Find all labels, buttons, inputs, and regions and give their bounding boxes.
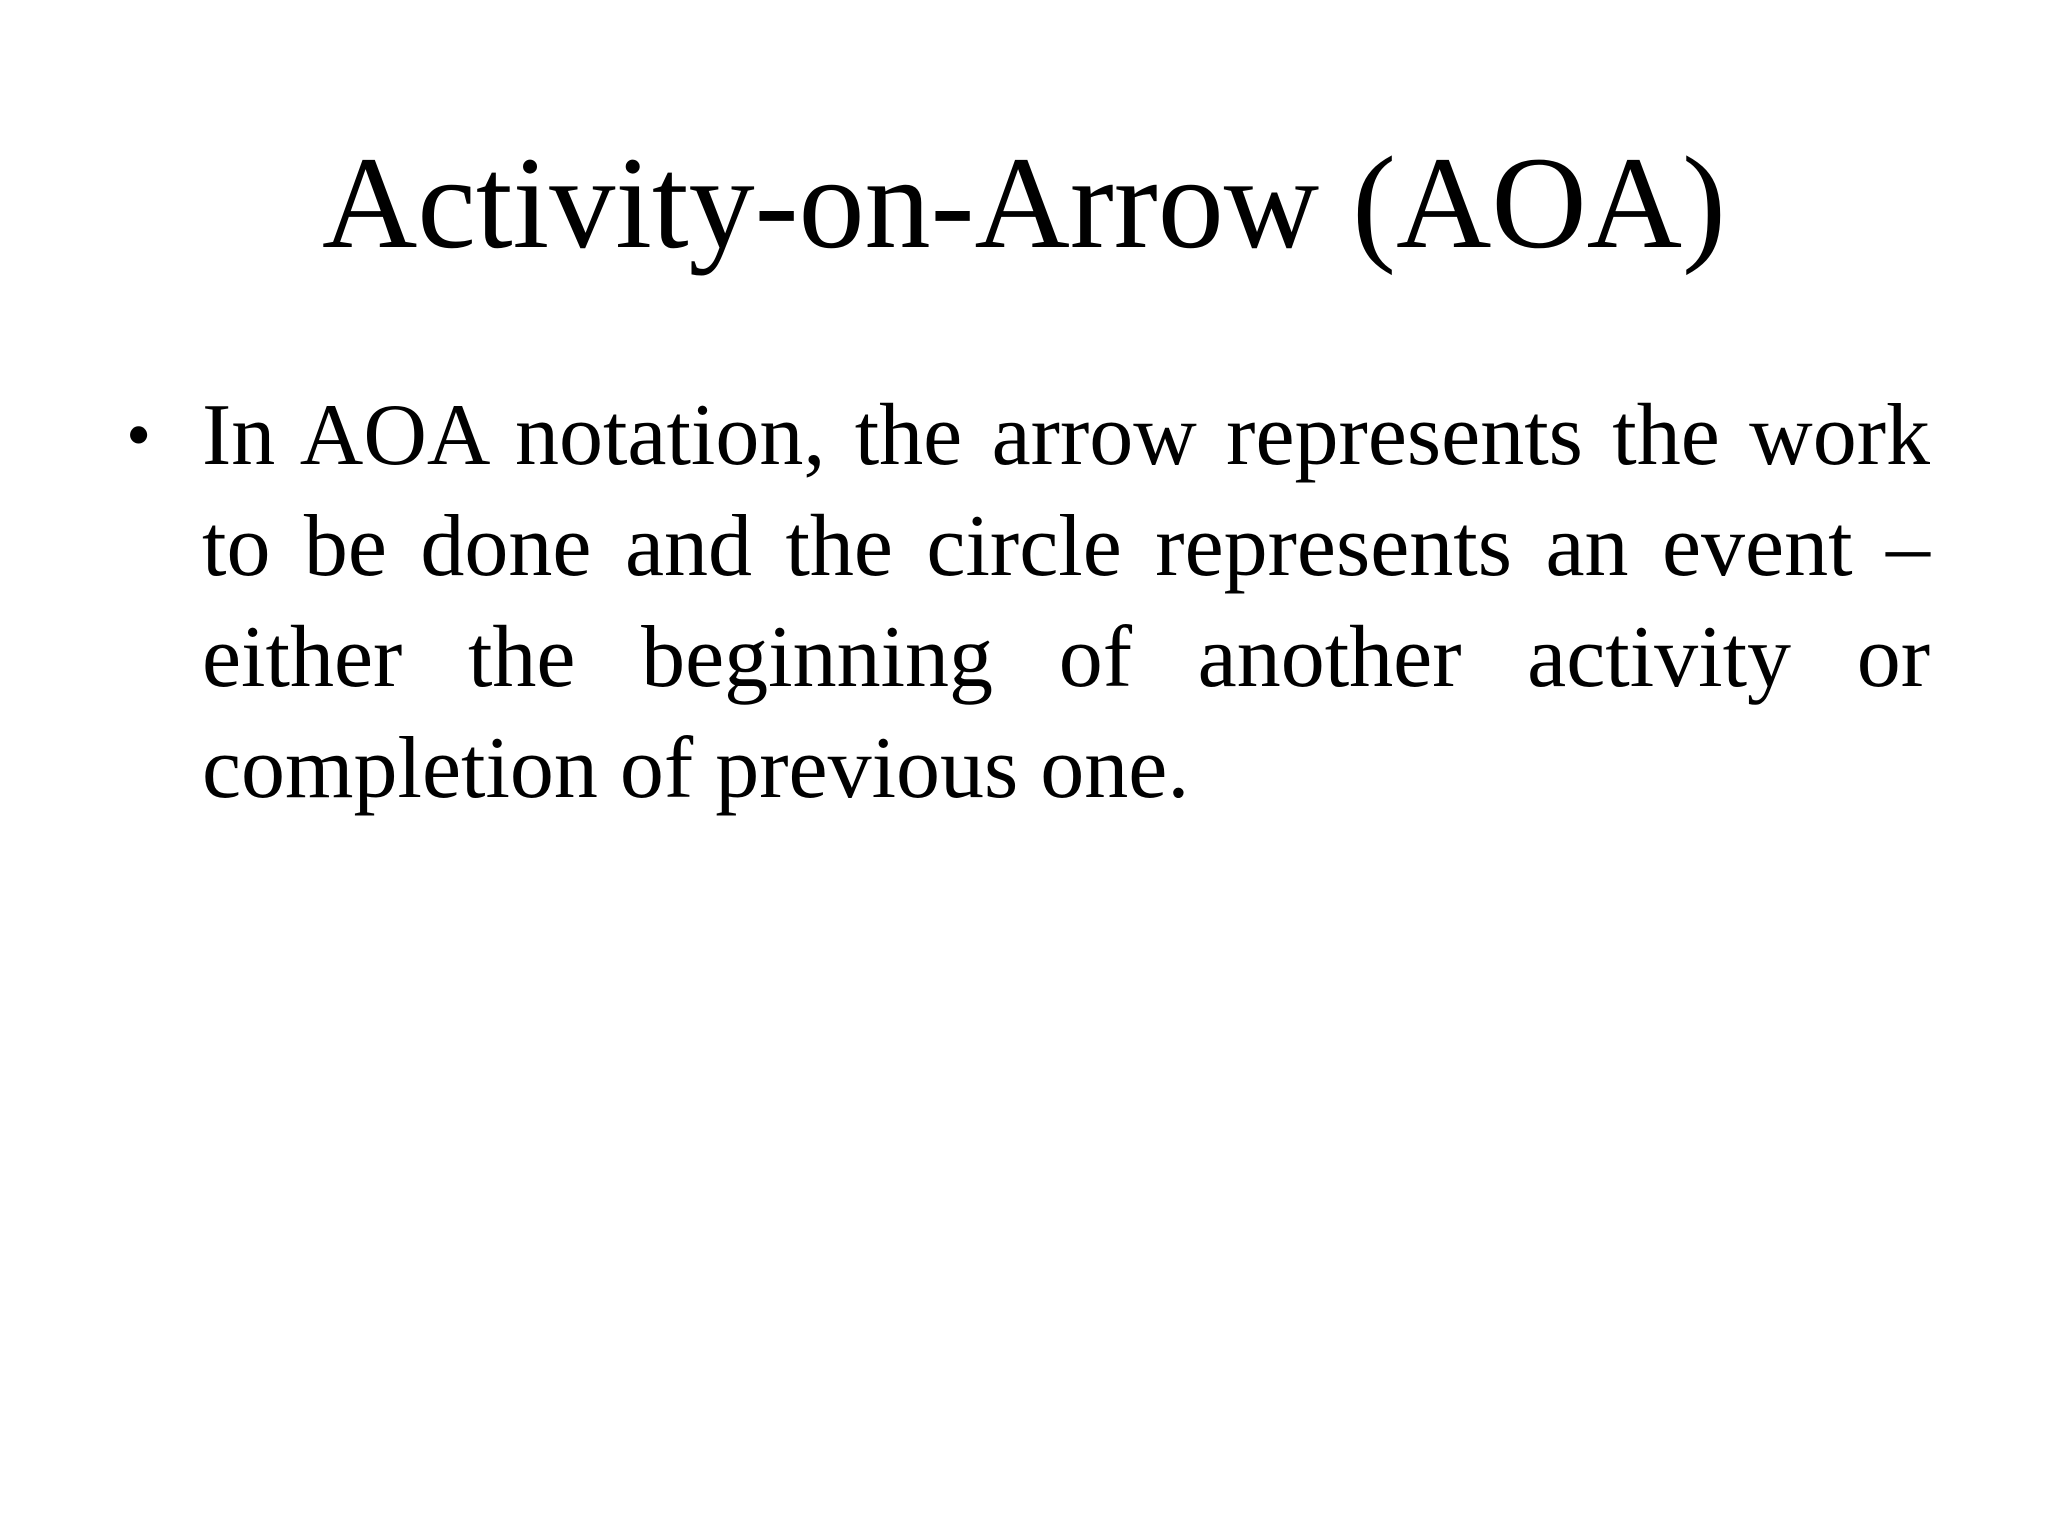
bullet-list [120,380,1930,824]
slide-title: Activity-on-Arrow (AOA) [322,129,1726,276]
bullet-item [120,380,1930,824]
bullet-marker: • [126,395,152,475]
bullet-text: In AOA notation, the arrow represents the work to be done and the circle represents an event – either the beginning of another activity or completion of previous one. [202,387,1930,817]
